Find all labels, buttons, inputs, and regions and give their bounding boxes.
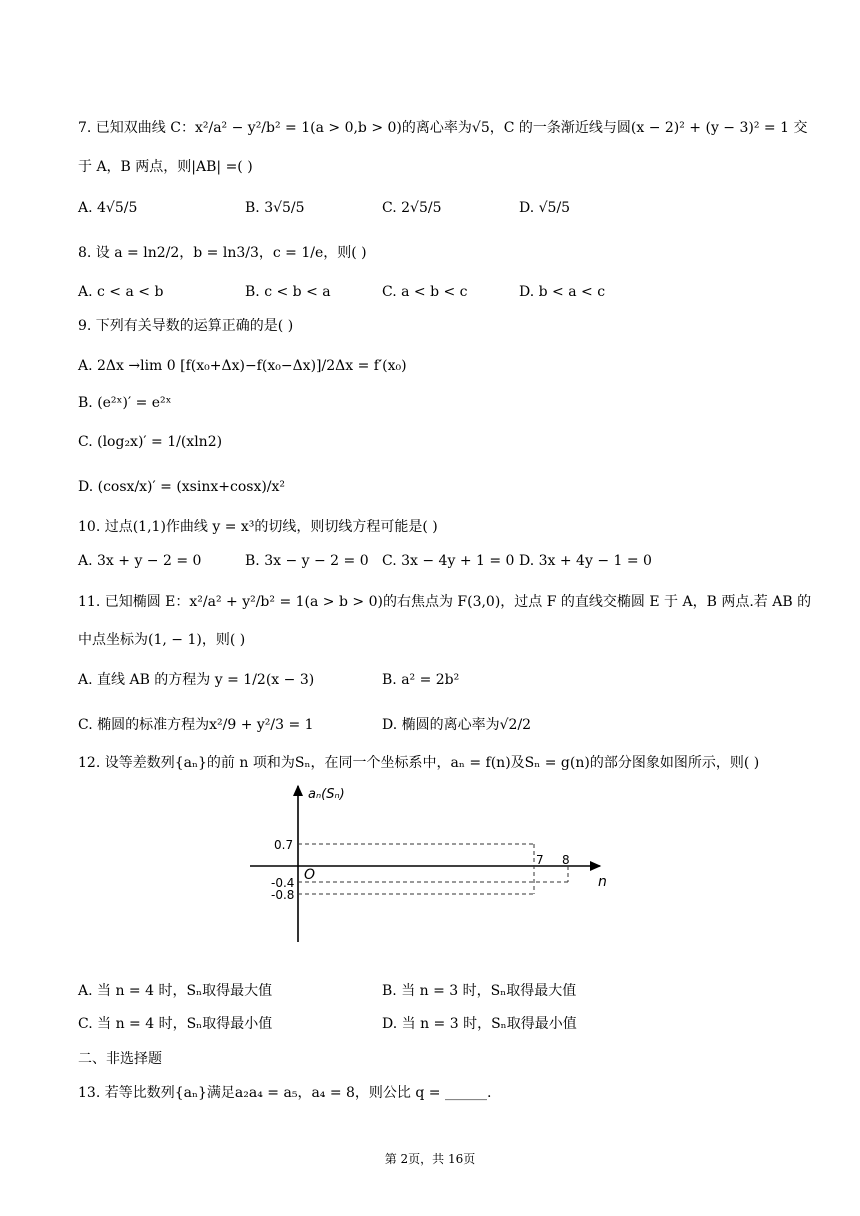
q11-stem-line2: 中点坐标为(1, − 1)，则( ): [78, 632, 246, 648]
q9-option-a: A. 2Δx →lim 0 [f(x₀+Δx)−f(x₀−Δx)]/2Δx = f′(x₀): [78, 358, 407, 374]
q10-option-c: C. 3x − 4y + 1 = 0: [382, 553, 515, 569]
q11-option-c: C. 椭圆的标准方程为x²/9 + y²/3 = 1: [78, 717, 314, 733]
origin-label: O: [304, 867, 316, 883]
q8-option-b: B. c < b < a: [245, 284, 331, 300]
x-tick-8: 8: [562, 853, 570, 867]
q12-option-b: B. 当 n = 3 时，Sₙ取得最大值: [382, 983, 577, 999]
y-axis-label: aₙ(Sₙ): [308, 787, 345, 802]
y-tick-0.7: 0.7: [274, 838, 294, 852]
q7-option-c: C. 2√5/5: [382, 200, 442, 216]
dashed-guides: [298, 844, 568, 894]
q11-option-b: B. a² = 2b²: [382, 672, 460, 688]
section-heading: 二、非选择题: [78, 1051, 162, 1067]
q10-option-b: B. 3x − y − 2 = 0: [245, 553, 369, 569]
q7-stem-line2: 于 A，B 两点，则|AB| =( ): [78, 159, 253, 175]
q12-option-c: C. 当 n = 4 时，Sₙ取得最小值: [78, 1016, 273, 1032]
q11-option-d: D. 椭圆的离心率为√2/2: [382, 717, 532, 733]
q7-option-a: A. 4√5/5: [78, 200, 138, 216]
q10-option-a: A. 3x + y − 2 = 0: [78, 553, 202, 569]
q10-option-d: D. 3x + 4y − 1 = 0: [519, 553, 652, 569]
q10-stem: 10. 过点(1,1)作曲线 y = x³的切线，则切线方程可能是( ): [78, 519, 438, 535]
page-footer: 第 2页，共 16页: [384, 1152, 476, 1166]
q8-option-a: A. c < a < b: [78, 284, 164, 300]
q7-option-d: D. √5/5: [519, 200, 571, 216]
q9-option-b: B. (e²ˣ)′ = e²ˣ: [78, 395, 172, 411]
q11-stem-line1: 11. 已知椭圆 E：x²/a² + y²/b² = 1(a > b > 0)的右焦点为 F(3,0)，过点 F 的直线交椭圆 E 于 A，B 两点.若 AB 的: [78, 594, 812, 610]
q8-stem: 8. 设 a = ln2/2，b = ln3/3，c = 1/e，则( ): [78, 245, 367, 261]
x-axis-label: n: [598, 874, 607, 890]
q13-stem: 13. 若等比数列{aₙ}满足a₂a₄ = a₅，a₄ = 8，则公比 q = ______.: [78, 1085, 492, 1101]
y-tick-neg-0.8: -0.8: [271, 888, 295, 902]
y-tick-neg-0.4: -0.4: [271, 876, 295, 890]
q7-option-b: B. 3√5/5: [245, 200, 305, 216]
x-tick-7: 7: [536, 853, 544, 867]
q12-option-d: D. 当 n = 3 时，Sₙ取得最小值: [382, 1016, 577, 1032]
q11-option-a: A. 直线 AB 的方程为 y = 1/2(x − 3): [78, 672, 315, 688]
q12-option-a: A. 当 n = 4 时，Sₙ取得最大值: [78, 983, 273, 999]
q12-stem: 12. 设等差数列{aₙ}的前 n 项和为Sₙ，在同一个坐标系中，aₙ = f(n)及Sₙ = g(n)的部分图象如图所示，则( ): [78, 755, 760, 771]
q9-option-c: C. (log₂x)′ = 1/(xln2): [78, 434, 223, 450]
q8-option-d: D. b < a < c: [519, 284, 606, 300]
q9-stem: 9. 下列有关导数的运算正确的是( ): [78, 318, 294, 334]
q8-option-c: C. a < b < c: [382, 284, 468, 300]
q7-stem-line1: 7. 已知双曲线 C：x²/a² − y²/b² = 1(a > 0,b > 0)的离心率为√5，C 的一条渐近线与圆(x − 2)² + (y − 3)² = 1 交: [78, 120, 808, 136]
q12-figure: [250, 778, 610, 948]
q9-option-d: D. (cosx/x)′ = (xsinx+cosx)/x²: [78, 479, 286, 495]
